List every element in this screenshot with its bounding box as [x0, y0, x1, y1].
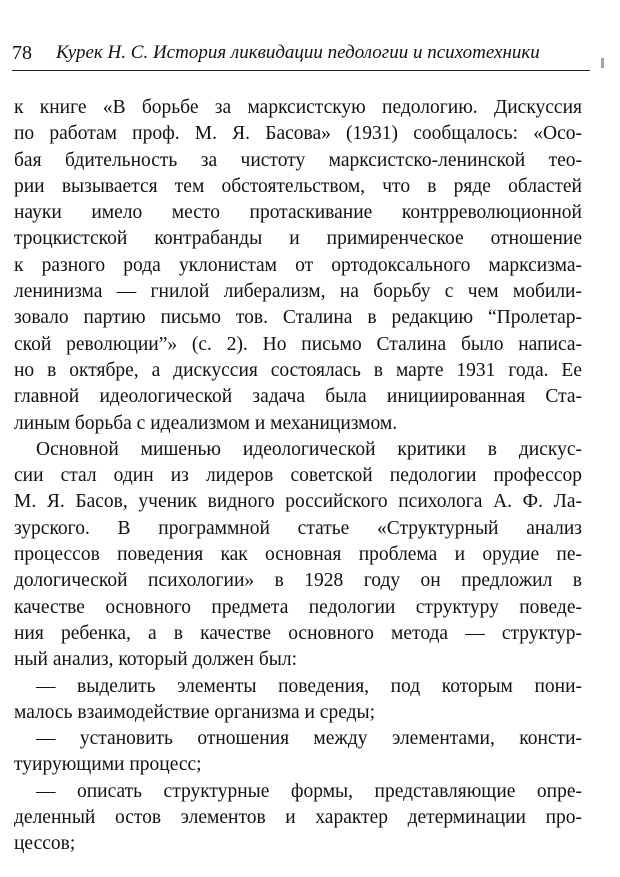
- text-line: М. Я. Басов, ученик видного российского психолога А. Ф. Ла-: [14, 491, 582, 513]
- text-line: к разного рода уклонистам от ортодоксального марксизма-: [14, 254, 582, 276]
- text-line: дологической психологии» в 1928 году он предложил в: [14, 570, 582, 592]
- text-line: к книге «В борьбе за марксистскую педологию. Дискуссия: [14, 97, 582, 118]
- text-line: Основной мишенью идеологической критики в дискус-: [36, 438, 582, 460]
- paragraph: [14, 95, 582, 437]
- text-line: — описать структурные формы, представляющие опре-: [36, 780, 582, 802]
- text-line: цессов;: [14, 833, 76, 855]
- text-line: — выделить элементы поведения, под которым пони-: [36, 675, 582, 697]
- paragraph: [14, 674, 582, 727]
- page-number: 78: [12, 42, 32, 64]
- margin-mark: [601, 58, 604, 68]
- text-line: сии стал один из лидеров советской педологии профессор: [14, 465, 582, 487]
- text-line: троцкистской контрабанды и примиренческое отношение: [14, 228, 582, 250]
- text-line: ный анализ, который должен был:: [14, 649, 298, 671]
- running-title: Курек Н. С. История ликвидации педологии и психотехники: [56, 42, 540, 63]
- text-line: зурского. В программной статье «Структурный анализ: [14, 517, 582, 539]
- text-line: науки имело место протаскивание контрреволюционной: [14, 202, 582, 224]
- text-line: деленный остов элементов и характер детерминации про-: [14, 807, 582, 829]
- text-line: зовало партию письмо тов. Сталина в редакцию “Пролетар-: [14, 307, 582, 329]
- text-line: — установить отношения между элементами, консти-: [36, 728, 582, 750]
- text-line: главной идеологической задача была инициированная Ста-: [14, 386, 582, 408]
- text-line: процессов поведения как основная проблема и орудие пе-: [14, 544, 582, 566]
- text-line: рии вызывается тем обстоятельством, что в ряде областей: [14, 175, 582, 197]
- text-line: по работам проф. М. Я. Басова» (1931) сообщалось: «Осо-: [14, 123, 582, 145]
- text-line: ской революции”» (с. 2). Но письмо Сталина было написа-: [14, 333, 582, 355]
- text-line: бая бдительность за чистоту марксистско-ленинской тео-: [14, 149, 582, 171]
- paragraph: [14, 726, 582, 779]
- paragraph: [14, 437, 582, 674]
- text-line: малось взаимодействие организма и среды;: [14, 701, 376, 723]
- text-line: туирующими процесс;: [14, 754, 202, 776]
- text-line: но в октябре, а дискуссия состоялась в марте 1931 года. Ее: [14, 359, 582, 381]
- text-line: линым борьба с идеализмом и механицизмом.: [14, 412, 398, 434]
- paragraph: [14, 779, 582, 858]
- body-text: [14, 95, 582, 858]
- text-line: ленинизма — гнилой либерализм, на борьбу с чем мобили-: [14, 281, 582, 303]
- running-header: [12, 40, 590, 71]
- text-line: ния ребенка, а в качестве основного метода — структур-: [14, 622, 582, 644]
- text-line: качестве основного предмета педологии структуру поведе-: [14, 596, 582, 618]
